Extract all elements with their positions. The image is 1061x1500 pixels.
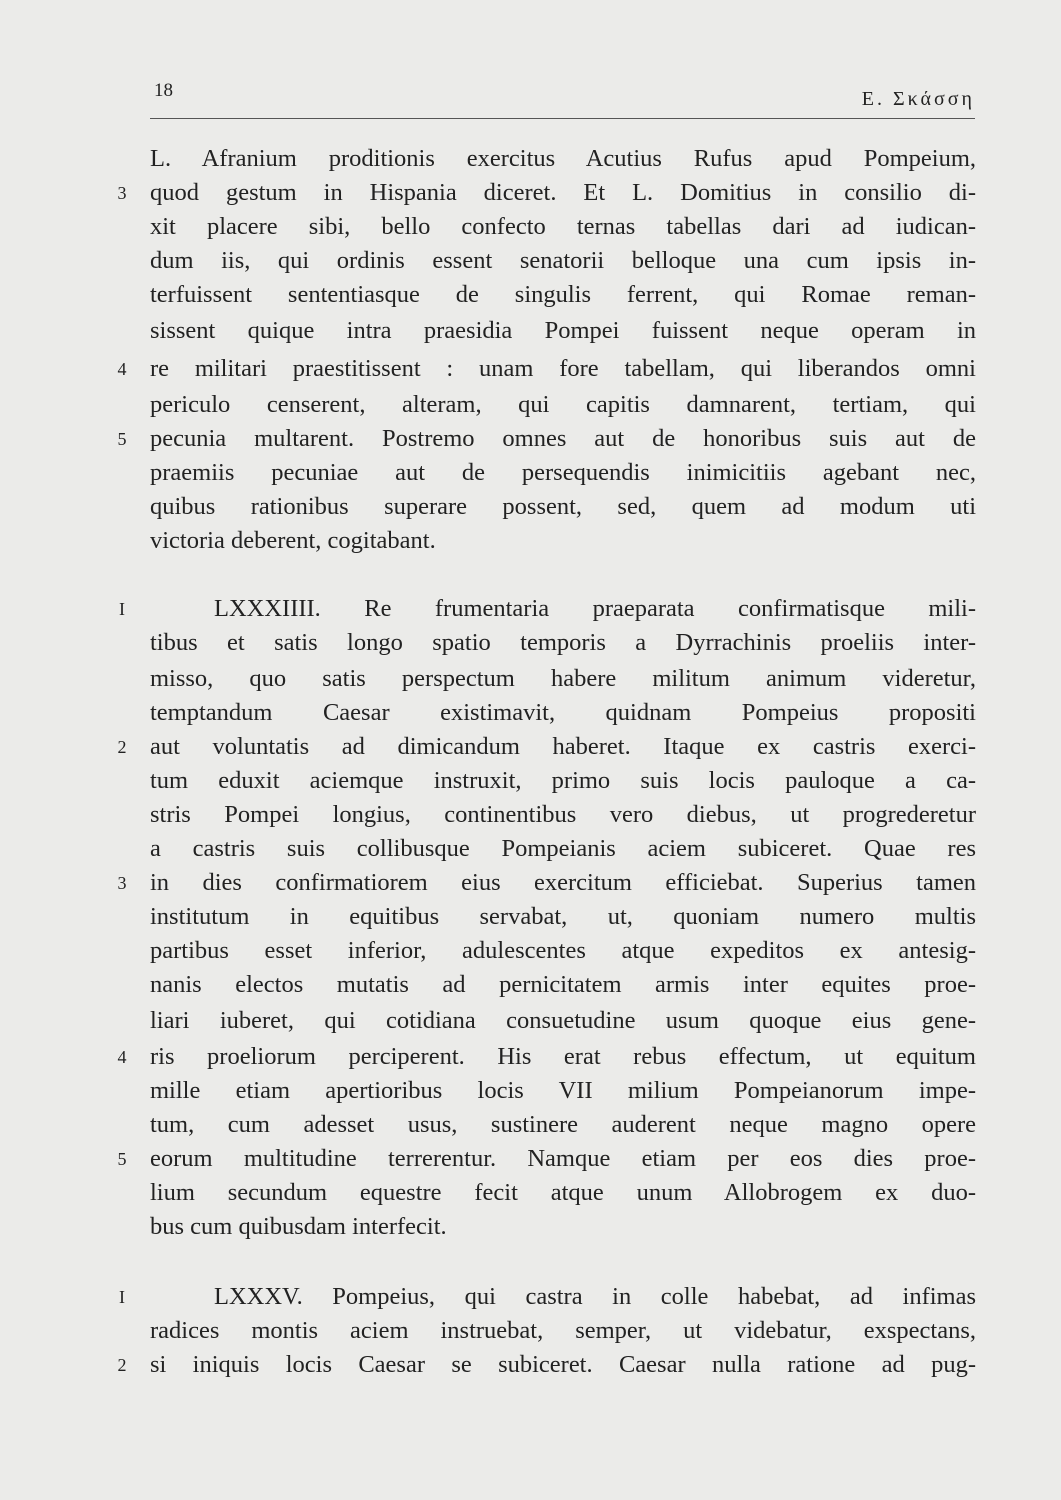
text-line: lium secundum equestre fecit atque unum Allobrogem ex duo-	[150, 1179, 976, 1206]
text-line: eorum multitudine terrerentur. Namque etiam per eos dies proe-	[150, 1145, 976, 1172]
text-line: quod gestum in Hispania diceret. Et L. Domitius in consilio di-	[150, 179, 976, 206]
text-line: nanis electos mutatis ad pernicitatem armis inter equites proe-	[150, 971, 976, 998]
text-line: sissent quique intra praesidia Pompei fuissent neque operam in	[150, 317, 976, 344]
text-line: institutum in equitibus servabat, ut, quoniam numero multis	[150, 903, 976, 930]
text-line: in dies confirmatiorem eius exercitum efficiebat. Superius tamen	[150, 869, 976, 896]
text-line: temptandum Caesar existimavit, quidnam Pompeius propositi	[150, 699, 976, 726]
text-line: a castris suis collibusque Pompeianis aciem subiceret. Quae res	[150, 835, 976, 862]
page-number: 18	[154, 80, 173, 101]
text-line: re militari praestitissent : unam fore tabellam, qui liberandos omni	[150, 355, 976, 382]
text-line: aut voluntatis ad dimicandum haberet. Itaque ex castris exerci-	[150, 733, 976, 760]
text-line: tum eduxit aciemque instruxit, primo suis locis pauloque a ca-	[150, 767, 976, 794]
text-line: radices montis aciem instruebat, semper, ut videbatur, exspectans,	[150, 1317, 976, 1344]
margin-number: 3	[117, 873, 127, 893]
text-line: victoria deberent, cogitabant.	[150, 527, 436, 554]
text-line: tibus et satis longo spatio temporis a Dyrrachinis proeliis inter-	[150, 629, 976, 656]
text-line: si iniquis locis Caesar se subiceret. Caesar nulla ratione ad pug-	[150, 1351, 976, 1378]
margin-number: 3	[117, 183, 127, 203]
chapter-heading-line: LXXXV. Pompeius, qui castra in colle habebat, ad infimas	[214, 1283, 976, 1310]
text-line: liari iuberet, qui cotidiana consuetudine usum quoque eius gene-	[150, 1007, 976, 1034]
text-line: xit placere sibi, bello confecto ternas tabellas dari ad iudican-	[150, 213, 976, 240]
margin-number: I	[119, 1287, 125, 1307]
margin-number: I	[119, 599, 125, 619]
text-line: bus cum quibusdam interfecit.	[150, 1213, 447, 1240]
margin-number: 5	[117, 1149, 127, 1169]
text-line: tum, cum adesset usus, sustinere auderent neque magno opere	[150, 1111, 976, 1138]
margin-number: 2	[117, 1355, 127, 1375]
margin-number: 4	[117, 1047, 127, 1067]
margin-number: 4	[117, 359, 127, 379]
text-line: periculo censerent, alteram, qui capitis damnarent, tertiam, qui	[150, 391, 976, 418]
text-line: partibus esset inferior, adulescentes atque expeditos ex antesig-	[150, 937, 976, 964]
text-line: ris proeliorum perciperent. His erat rebus effectum, ut equitum	[150, 1043, 976, 1070]
margin-number: 5	[117, 429, 127, 449]
running-head: Ε. Σκάσση	[861, 88, 975, 110]
text-line: L. Afranium proditionis exercitus Acutius Rufus apud Pompeium,	[150, 145, 976, 172]
chapter-heading-line: LXXXIIII. Re frumentaria praeparata confirmatisque mili-	[214, 595, 976, 622]
text-line: dum iis, qui ordinis essent senatorii belloque una cum ipsis in-	[150, 247, 976, 274]
text-line: pecunia multarent. Postremo omnes aut de honoribus suis aut de	[150, 425, 976, 452]
text-line: terfuissent sententiasque de singulis ferrent, qui Romae reman-	[150, 281, 976, 308]
text-line: stris Pompei longius, continentibus vero diebus, ut progrederetur	[150, 801, 976, 828]
text-line: mille etiam apertioribus locis VII milium Pompeianorum impe-	[150, 1077, 976, 1104]
page-header	[150, 78, 975, 119]
text-line: praemiis pecuniae aut de persequendis inimicitiis agebant nec,	[150, 459, 976, 486]
margin-number: 2	[117, 737, 127, 757]
text-line: quibus rationibus superare possent, sed, quem ad modum uti	[150, 493, 976, 520]
text-line: misso, quo satis perspectum habere militum animum videretur,	[150, 665, 976, 692]
